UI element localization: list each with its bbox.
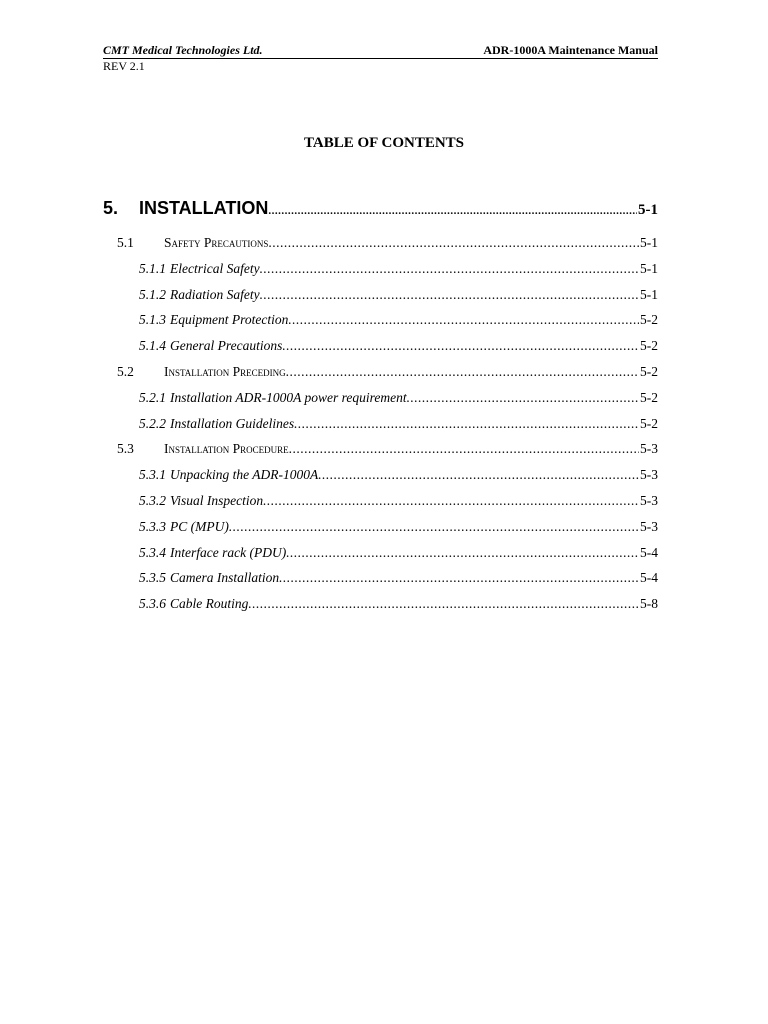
toc-entry-page: 5-3 — [640, 519, 658, 534]
toc-leader-dots — [294, 416, 639, 432]
toc-entry-title: Installation Guidelines — [170, 416, 295, 431]
toc-entry[interactable] — [139, 390, 658, 408]
toc-entry-page: 5-2 — [640, 312, 658, 327]
toc-entry[interactable] — [139, 493, 658, 511]
toc-entry[interactable] — [139, 261, 658, 279]
company-name: CMT Medical Technologies Ltd. — [103, 43, 263, 57]
toc-entry-page: 5-2 — [640, 364, 658, 379]
toc-leader-dots — [286, 545, 639, 561]
toc-chapter-page: 5-1 — [638, 202, 658, 218]
toc-entry[interactable] — [139, 570, 658, 588]
toc-leader-dots — [282, 338, 639, 354]
toc-entry-title: Electrical Safety — [170, 261, 260, 276]
toc-leader-dots — [289, 441, 639, 457]
toc-entry-page: 5-3 — [640, 467, 658, 482]
toc-entry-title: Unpacking the ADR-1000A — [170, 467, 319, 482]
toc-leader-dots — [263, 493, 639, 509]
toc-leader-dots — [318, 467, 639, 483]
toc-entry-title: Camera Installation — [170, 570, 280, 585]
toc-entry[interactable] — [139, 596, 658, 614]
toc-entry-number: 5.3.4 — [139, 545, 166, 560]
toc-entry-page: 5-1 — [640, 235, 658, 250]
toc-entry[interactable] — [139, 467, 658, 485]
toc-entry-page: 5-2 — [640, 390, 658, 405]
toc-entry-number: 5.2.2 — [139, 416, 166, 431]
toc-entry-page: 5-3 — [640, 493, 658, 508]
revision-label: REV 2.1 — [103, 59, 145, 73]
toc-entry-page: 5-3 — [640, 441, 658, 456]
toc-chapter-title: INSTALLATION — [139, 198, 269, 218]
toc-entry-title: Radiation Safety — [170, 287, 260, 302]
toc-chapter-5[interactable] — [103, 198, 658, 220]
toc-entry[interactable] — [139, 519, 658, 537]
toc-entry[interactable] — [117, 235, 658, 253]
toc-leader-dots — [260, 287, 639, 303]
toc-entry-title: Installation Preceding — [164, 364, 286, 379]
toc-entry-title: General Precautions — [170, 338, 283, 353]
toc-entry-number: 5.3.5 — [139, 570, 166, 585]
toc-leader-dots — [268, 201, 637, 220]
toc-leader-dots — [288, 312, 639, 328]
toc-entry-page: 5-4 — [640, 570, 658, 585]
toc-leader-dots — [248, 596, 639, 612]
toc-entry-number: 5.1.3 — [139, 312, 166, 327]
toc-entry-page: 5-4 — [640, 545, 658, 560]
toc-entry-page: 5-1 — [640, 287, 658, 302]
toc-entry[interactable] — [139, 416, 658, 434]
toc-leader-dots — [260, 261, 639, 277]
toc-entry-title: Interface rack (PDU) — [170, 545, 287, 560]
page-header — [103, 43, 658, 59]
toc-entry[interactable] — [139, 545, 658, 563]
toc-entry-page: 5-1 — [640, 261, 658, 276]
toc-entry-title: Safety Precautions — [164, 235, 269, 250]
toc-entry-page: 5-8 — [640, 596, 658, 611]
toc-entry-number: 5.2.1 — [139, 390, 166, 405]
toc-entry[interactable] — [139, 312, 658, 330]
toc-entry-title: Installation Procedure — [164, 441, 289, 456]
toc-entry-number: 5.3 — [117, 441, 134, 456]
toc-entry-page: 5-2 — [640, 338, 658, 353]
toc-entry-title: Visual Inspection — [170, 493, 264, 508]
toc-leader-dots — [229, 519, 639, 535]
toc-entry[interactable] — [139, 338, 658, 356]
toc-entry-number: 5.1 — [117, 235, 134, 250]
toc-chapter-number: 5. — [103, 198, 119, 218]
toc-entry-number: 5.3.3 — [139, 519, 166, 534]
toc-entry[interactable] — [117, 441, 658, 459]
toc-entry-number: 5.3.2 — [139, 493, 166, 508]
toc-entry-title: PC (MPU) — [170, 519, 229, 534]
toc-entry[interactable] — [117, 364, 658, 382]
toc-leader-dots — [279, 570, 639, 586]
toc-entry-title: Installation ADR-1000A power requirement — [170, 390, 407, 405]
toc-entry-title: Equipment Protection — [170, 312, 289, 327]
manual-title: ADR-1000A Maintenance Manual — [483, 43, 658, 57]
toc-title: TABLE OF CONTENTS — [303, 135, 465, 151]
toc-entry-title: Cable Routing — [170, 596, 249, 611]
toc-entry[interactable] — [139, 287, 658, 305]
toc-entry-number: 5.1.4 — [139, 338, 166, 353]
toc-entry-number: 5.2 — [117, 364, 134, 379]
toc-entry-number: 5.1.1 — [139, 261, 166, 276]
toc-leader-dots — [407, 390, 639, 406]
toc-leader-dots — [268, 235, 639, 251]
toc-entry-page: 5-2 — [640, 416, 658, 431]
toc-entry-number: 5.3.6 — [139, 596, 166, 611]
toc-entry-number: 5.1.2 — [139, 287, 166, 302]
toc-entry-number: 5.3.1 — [139, 467, 166, 482]
toc-leader-dots — [286, 364, 639, 380]
